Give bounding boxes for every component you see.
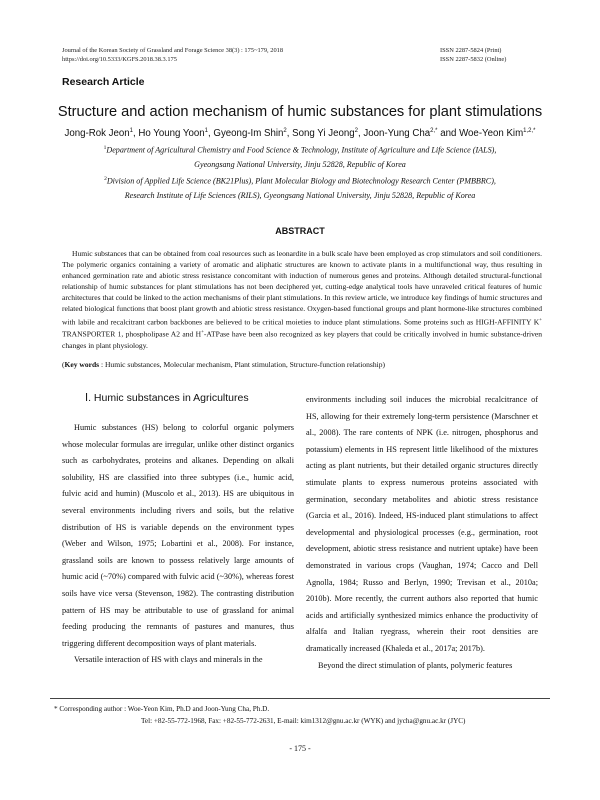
affiliation-2 <box>40 172 560 203</box>
superscript: + <box>201 330 204 336</box>
page-number: - 175 - <box>289 744 311 753</box>
issn-online: ISSN 2287-5832 (Online) <box>440 55 507 63</box>
affiliation-sup: 1 <box>103 145 107 151</box>
keywords-label: Key words <box>64 360 100 369</box>
author-list: Jong-Rok Jeon$^1$, Ho Young Yoon$^1$, Gyeong-Im Shin$^2$, Song Yi Jeong$^2$, Joon-Yung Cha$^{2,*}$ and Woe-Yeon Kim$^{1,2,*}$ <box>64 128 536 140</box>
author-name: Song Yi Jeong <box>292 128 355 140</box>
journal-header <box>62 47 283 64</box>
article-type: Research Article <box>62 76 145 88</box>
abstract-text: TRANSPORTER 1, phospholipase A2 and H <box>62 329 202 339</box>
affiliation-text: Research Institute of Life Sciences (RILS), Gyeongsang National University, Jinju 52828, Republic of Korea <box>124 190 476 200</box>
author-name: Ho Young Yoon <box>138 128 205 140</box>
author-affil-sup: 1 <box>129 128 133 134</box>
corresponding-author-note: * Corresponding author : Woe-Yeon Kim, Ph.D and Joon-Yung Cha, Ph.D. <box>54 705 270 713</box>
doi-link[interactable]: https://doi.org/10.5333/KGFS.2018.38.3.175 <box>62 55 177 63</box>
abstract-heading: ABSTRACT <box>275 226 325 236</box>
footnote-divider <box>50 698 550 699</box>
affiliation-text: Division of Applied Life Science (BK21Plus), Plant Molecular Biology and Biotechnology Research Center (PMBBRC), <box>106 176 496 186</box>
author-name: Gyeong-Im Shin <box>213 128 284 140</box>
keywords-open: ( <box>62 360 65 369</box>
body-paragraph: Humic substances (HS) belong to colorful organic polymers whose molecular formulas are irregular, unlike other distinct organics such as carbohydrates, proteins and alkanes. Depending on alkali solubility, HS are classified into three subtypes (i.e., humic acid, fulvic acid and humin) (Muscolo et al., 2013). HS are ubiquitous in several environments including rivers and soils, but the relative distribution of HS is variable depends on the environment types (Weber and Wilson, 1975; Lobartini et al., 2008). For instance, grassland soils are known to possess relatively large amounts of humic acid (~70%) compared with fulvic acid (~30%), whereas forest soils have vice versa (Stevenson, 1982). The contrasting distribution pattern of HS may be attributable to use of grassland for animal feeding producing the remnants of pastures and manures, thus triggering different decomposition ways of plant materials. <box>62 423 294 648</box>
author-affil-sup: 2 <box>354 128 358 134</box>
keywords-text: : Humic substances, Molecular mechanism, Plant stimulation, Structure-function relationship) <box>99 360 385 369</box>
author-affil-sup: 2,* <box>430 128 438 134</box>
keywords <box>62 359 542 370</box>
body-column-right <box>306 392 538 674</box>
affiliation-sup: 2 <box>104 176 107 182</box>
section-heading: Ⅰ. Humic substances in Agricultures <box>85 392 249 404</box>
author-name: Jong-Rok Jeon <box>64 128 130 140</box>
abstract-text: Humic substances that can be obtained from coal resources such as leonardite in a bulk scale have been employed as crop stimulators and soil conditioners. The polymeric organics containing a variety of aromatic and aliphatic structures are known to activate plants in a multifunctional way, thus resulting in enhanced germination rate and abiotic stress resistance concomitant with induction of numerous genes and proteins. Although detailed structural-functional relationship of humic substances for plant stimulations has not been deciphered yet, cutting-edge analytical tools have unraveled critical features of humic architectures that could be linked to the action mechanisms of their plant stimulations. In this review article, we introduce key findings of humic structures and related biological functions that boost plant growth and abiotic stress resistance. Oxygen-based functional groups and plant hormone-like structures combined with labile and recalcitrant carbon backbones are believed to be critical moieties to induce plant stimulations. Some proteins such as HIGH-AFFINITY K <box>62 249 542 327</box>
author-name: Joon-Yung Cha <box>363 128 431 140</box>
author-conjunction: and <box>440 128 457 140</box>
author-affil-sup: 1 <box>204 128 209 134</box>
body-paragraph: Beyond the direct stimulation of plants, polymeric features <box>318 660 513 670</box>
body-paragraph: Versatile interaction of HS with clays and minerals in the <box>74 655 263 665</box>
paper-title: Structure and action mechanism of humic substances for plant stimulations <box>57 104 543 120</box>
superscript: + <box>539 317 542 323</box>
issn-print: ISSN 2287-5824 (Print) <box>440 47 502 54</box>
author-name: Woe-Yeon Kim <box>459 128 524 140</box>
abstract-text: -ATPase have been also recognized as key players that could be critically involved in humic substance-driven changes in plant physiology. <box>62 329 542 350</box>
issn-block <box>440 47 506 64</box>
author-affil-sup: 2 <box>283 128 287 134</box>
body-paragraph: environments including soil induces the microbial recalcitrance of HS, allowing for their extremely long-term persistence (Marschner et al., 2008). The rare contents of NPK (i.e. nitrogen, phosphorus and potassium) elements in HS represent little likelihood of the mixtures acting as plant nutrients, but their detailed organic structures directly stimulate plants to express numerous proteins associated with germination, secondary metabolites and abiotic stress resistance (Garcia et al., 2016). Indeed, HS-induced plant stimulations to affect developmental and physiological processes (e.g., germination, root development, abiotic stress resistance and nutrient uptake) have been demonstrated in various crops (Vaughan, 1974; Cacco and Dell Agnolla, 1984; Russo and Berlyn, 1990; Trevisan et al., 2010a; 2010b). More recently, the current authors also reported that humic acids and artificially synthesized mimics enhance the productivity of alfalfa and Italian ryegrass, wherein their root densities are dramatically increased (Khaleda et al., 2017a; 2017b). <box>306 395 538 653</box>
journal-citation: Journal of the Korean Society of Grassland and Forage Science 38(3) : 175~179, 2018 <box>62 47 284 54</box>
affiliation-text: Gyeongsang National University, Jinju 52828, Republic of Korea <box>194 159 406 169</box>
affiliation-1 <box>40 141 560 172</box>
author-affil-sup: 1,2,* <box>523 128 536 134</box>
contact-info: Tel: +82-55-772-1968, Fax: +82-55-772-2631, E-mail: kim1312@gnu.ac.kr (WYK) and jycha@gnu.ac.kr (JYC) <box>141 717 466 725</box>
affiliation-text: Department of Agricultural Chemistry and Food Science & Technology, Institute of Agriculture and Life Science (IALS), <box>106 145 497 155</box>
abstract-body <box>62 248 542 351</box>
body-column-left <box>62 420 294 669</box>
